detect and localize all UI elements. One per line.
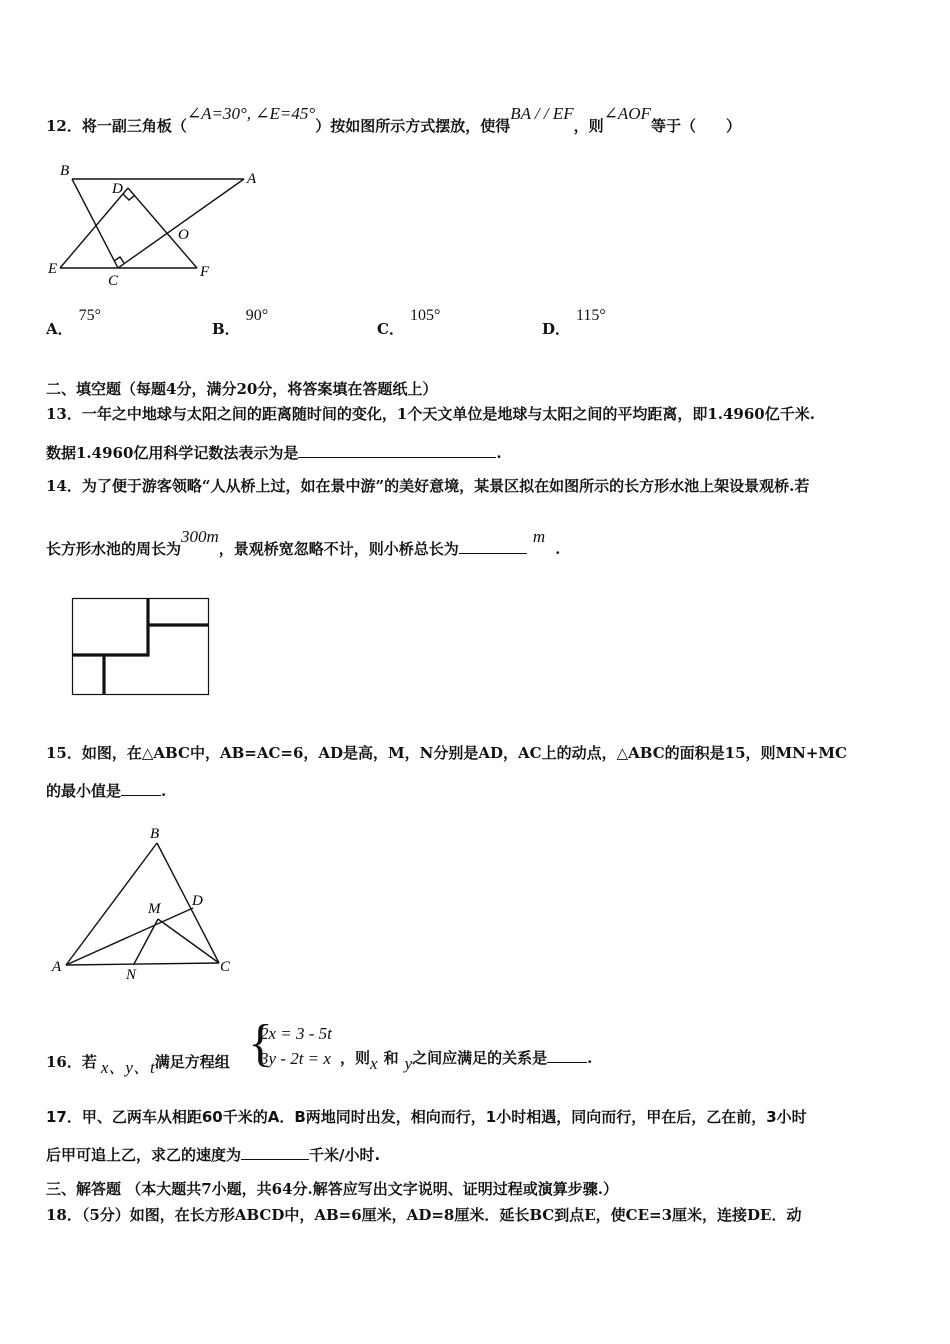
- q15-label-d: D: [192, 893, 203, 909]
- q15-label-b: B: [150, 826, 160, 842]
- section-2-title: 二、填空题（每题4分，满分20分，将答案填在答题纸上）: [46, 380, 438, 398]
- q12-label-b: B: [60, 163, 70, 179]
- q15-line-ac: [66, 963, 219, 965]
- q16-equation-1: 2x = 3 - 5t: [260, 1024, 332, 1043]
- q12-stem: [46, 104, 741, 136]
- q16-end: .: [587, 1049, 593, 1067]
- q18-line-1: 18．（5分）如图，在长方形ABCD中，AB=6厘米，AD=8厘米．延长BC到点E，使CE=3厘米，连接DE．动: [46, 1206, 802, 1224]
- q14-line-2: [46, 527, 561, 559]
- q14-bridge-lower: [73, 625, 148, 655]
- q13-line-2: [46, 442, 502, 463]
- q15-label-a: A: [52, 959, 62, 975]
- q12-label-e: E: [48, 261, 58, 277]
- q12-label-o: O: [178, 227, 189, 243]
- q12-text-c: ，则: [573, 117, 604, 135]
- option-value: 75°: [78, 307, 102, 324]
- option-value: 115°: [576, 307, 606, 324]
- q14-unit: m: [532, 527, 546, 546]
- q12-line-ed: [60, 188, 128, 268]
- q12-text-a: 将一副三角板（: [81, 117, 187, 135]
- q12-angles-math: ∠A=30°, ∠E=45°: [186, 104, 316, 123]
- q14-text-a: 长方形水池的周长为: [46, 540, 182, 558]
- q17-answer-blank[interactable]: [241, 1145, 309, 1160]
- q15-line-1: 15．如图，在△ABC中，AB=AC=6，AD是高，M，N分别是AD，AC上的动点，△ABC的面积是15，则MN+MC: [46, 744, 847, 762]
- q12-option-d[interactable]: [542, 307, 606, 339]
- q12-figure: [40, 155, 280, 290]
- q15-text: 的最小值是: [46, 782, 122, 800]
- q14-bridge-upper: [148, 599, 208, 625]
- q16-text-b: ，则: [340, 1049, 371, 1067]
- q16-stem: [46, 1047, 230, 1077]
- q14-figure: [70, 596, 212, 698]
- q15-line-2: [46, 780, 166, 801]
- q15-label-c: C: [220, 959, 231, 975]
- q15-line-mc: [158, 919, 219, 963]
- q12-number: 12．: [46, 117, 82, 135]
- q13-line-1: 13．一年之中地球与太阳之间的距离随时间的变化，1个天文单位是地球与太阳之间的平均距离，即1.4960亿千米.: [46, 405, 815, 423]
- q16-text-a: 满足方程组: [154, 1053, 230, 1071]
- option-letter: D．: [542, 320, 571, 338]
- q14-perimeter-math: 300m: [181, 527, 219, 546]
- q14-line-1: 14．为了便于游客领略“人从桥上过，如在景中游”的美好意境，某景区拟在如图所示的长方形水池上架设景观桥.若: [46, 477, 810, 495]
- q15-figure: [48, 822, 248, 984]
- q14-answer-blank[interactable]: [459, 539, 527, 554]
- option-value: 90°: [245, 307, 269, 324]
- q17-text-b: 千米/小时.: [309, 1146, 381, 1164]
- q12-option-a[interactable]: [46, 307, 102, 339]
- q17-text-a: 后甲可追上乙，求乙的速度为: [46, 1146, 242, 1164]
- option-letter: B．: [212, 320, 240, 338]
- q15-answer-blank[interactable]: [121, 781, 161, 796]
- q16-brace: {: [248, 1015, 273, 1072]
- q12-label-a: A: [247, 171, 257, 187]
- q15-line-bc: [157, 843, 219, 963]
- q12-line-ca: [118, 179, 244, 268]
- q16-stem-tail: [340, 1047, 593, 1073]
- q12-text-d: 等于（ ）: [650, 117, 741, 135]
- q15-label-n: N: [126, 967, 137, 983]
- q17-line-1: 17．甲、乙两车从相距60千米的A．B两地同时出发，相向而行，1小时相遇，同向而行，甲在后，乙在前，3小时: [46, 1108, 807, 1126]
- q15-line-mn: [134, 919, 158, 964]
- q16-and: 和: [383, 1049, 399, 1067]
- option-value: 105°: [409, 307, 441, 324]
- q16-vars: x、y、t: [100, 1058, 155, 1077]
- q16-y: y: [404, 1054, 413, 1073]
- q12-option-c[interactable]: [377, 307, 441, 339]
- q16-number: 16．若: [46, 1053, 97, 1071]
- q16-equation-2: 3y - 2t = x: [260, 1049, 331, 1068]
- q16-text-c: 之间应满足的关系是: [412, 1049, 548, 1067]
- q12-label-f: F: [200, 264, 210, 280]
- q14-text-b: ，景观桥宽忽略不计，则小桥总长为: [218, 540, 459, 558]
- q15-label-m: M: [148, 901, 161, 917]
- q15-end: .: [161, 782, 167, 800]
- q12-parallel-math: BA / / EF: [510, 104, 574, 123]
- option-letter: A．: [46, 320, 73, 338]
- q12-text-b: ）按如图所示方式摆放，使得: [315, 117, 511, 135]
- option-letter: C．: [377, 320, 404, 338]
- section-3-title: 三、解答题 （本大题共7小题，共64分.解答应写出文字说明、证明过程或演算步骤.）: [46, 1180, 618, 1198]
- q14-end: .: [555, 540, 561, 558]
- q13-end: .: [496, 444, 502, 462]
- q12-label-c: C: [108, 273, 119, 289]
- q14-pool-rect: [73, 599, 209, 695]
- q12-aof-math: ∠AOF: [603, 104, 651, 123]
- q16-x: x: [370, 1054, 378, 1073]
- q12-option-b[interactable]: [212, 307, 269, 339]
- q15-line-ad: [66, 908, 193, 965]
- q17-line-2: [46, 1144, 380, 1165]
- q13-text: 数据1.4960亿用科学记数法表示为是: [46, 444, 299, 462]
- q12-label-d: D: [112, 181, 123, 197]
- q16-answer-blank[interactable]: [547, 1048, 587, 1063]
- q13-answer-blank[interactable]: [298, 443, 496, 458]
